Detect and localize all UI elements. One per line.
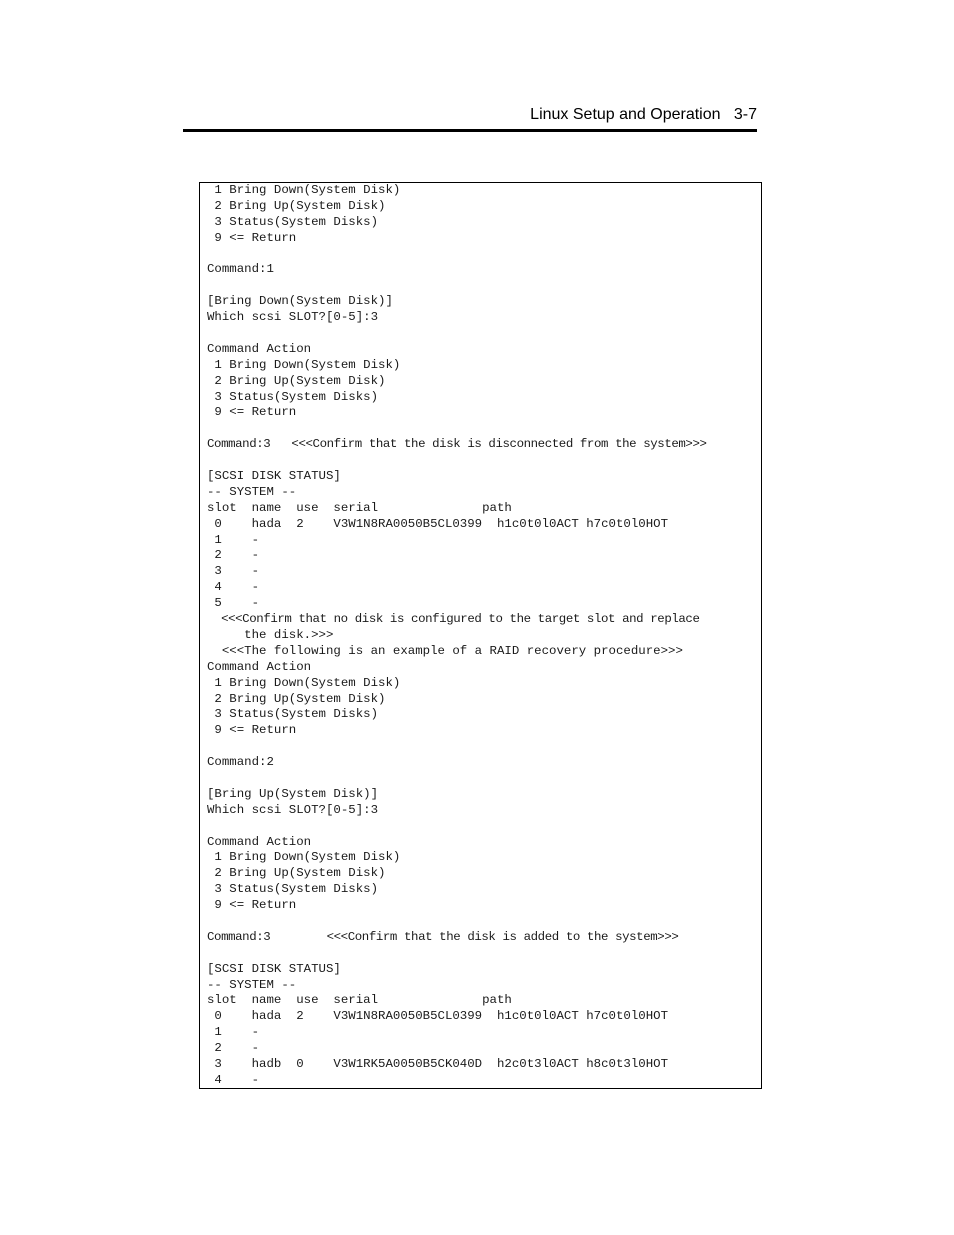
console-line: 4 - <box>207 580 260 595</box>
running-header <box>183 104 757 126</box>
console-line: 1 Bring Down(System Disk) <box>207 183 401 197</box>
console-line: slot name use serial path <box>207 500 512 515</box>
console-line: Command Action <box>207 341 312 356</box>
console-line: Command Action <box>207 834 312 849</box>
console-line: Command Action <box>207 659 312 674</box>
console-line: Command:3 <<<Confirm that the disk is disconnected from the system>>> <box>207 437 707 452</box>
console-line: 0 hada 2 V3W1N8RA0050B5CL0399 h1c0t0l0ACT h7c0t0l0HOT <box>207 516 669 531</box>
page-number: 3-7 <box>733 106 757 123</box>
header-rule <box>183 129 757 132</box>
console-line: 3 Status(System Disks) <box>207 882 379 897</box>
console-line: 9 <= Return <box>207 723 297 738</box>
console-line <box>207 914 759 930</box>
console-line: 2 Bring Up(System Disk) <box>207 866 386 881</box>
console-line: 2 Bring Up(System Disk) <box>207 373 386 388</box>
console-line: 0 hada 2 V3W1N8RA0050B5CL0399 h1c0t0l0ACT h7c0t0l0HOT <box>207 1009 669 1024</box>
console-line: 3 Status(System Disks) <box>207 707 379 722</box>
console-line: <<<Confirm that no disk is configured to the target slot and replace <box>207 612 700 627</box>
console-line: 1 Bring Down(System Disk) <box>207 850 401 865</box>
console-line <box>207 247 759 263</box>
console-line: -- SYSTEM -- <box>207 977 297 992</box>
console-line: 1 - <box>207 1025 260 1040</box>
console-line: 1 Bring Down(System Disk) <box>207 357 401 372</box>
header-title: Linux Setup and Operation <box>530 106 721 123</box>
console-line: 3 Status(System Disks) <box>207 214 379 229</box>
console-lines <box>207 183 759 1089</box>
console-line: 3 Status(System Disks) <box>207 389 379 404</box>
console-listing-box <box>199 182 762 1089</box>
console-line <box>207 819 759 835</box>
console-line: 1 Bring Down(System Disk) <box>207 675 401 690</box>
console-line: 2 - <box>207 548 260 563</box>
console-line <box>207 739 759 755</box>
console-line: slot name use serial path <box>207 993 512 1008</box>
console-line <box>207 326 759 342</box>
console-line <box>207 278 759 294</box>
console-line: -- SYSTEM -- <box>207 484 297 499</box>
console-line: [Bring Down(System Disk)] <box>207 294 393 309</box>
console-line: Command:2 <box>207 755 274 770</box>
console-line: Command:3 <<<Confirm that the disk is added to the system>>> <box>207 929 679 944</box>
console-line: Command:1 <box>207 262 274 277</box>
console-line: 9 <= Return <box>207 405 297 420</box>
console-line: 9 <= Return <box>207 898 297 913</box>
console-line: Which scsi SLOT?[0-5]:3 <box>207 310 379 325</box>
console-line: 4 - <box>207 1072 260 1087</box>
console-line: 1 - <box>207 532 260 547</box>
console-line: 2 Bring Up(System Disk) <box>207 691 386 706</box>
console-line: 2 Bring Up(System Disk) <box>207 198 386 213</box>
console-line <box>207 946 759 962</box>
console-line: [Bring Up(System Disk)] <box>207 786 379 801</box>
console-line: [SCSI DISK STATUS] <box>207 961 341 976</box>
console-line <box>207 453 759 469</box>
console-line: 5 - <box>207 596 260 611</box>
console-line <box>207 421 759 437</box>
console-line: the disk.>>> <box>207 627 334 642</box>
console-line: <<<The following is an example of a RAID recovery procedure>>> <box>207 643 683 658</box>
console-line: [SCSI DISK STATUS] <box>207 469 341 484</box>
console-line: Which scsi SLOT?[0-5]:3 <box>207 802 379 817</box>
console-line <box>207 771 759 787</box>
console-line: 9 <= Return <box>207 230 297 245</box>
console-line: 3 hadb 0 V3W1RK5A0050B5CK040D h2c0t3l0ACT h8c0t3l0HOT <box>207 1056 669 1071</box>
console-line: 2 - <box>207 1041 260 1056</box>
console-line: 3 - <box>207 564 260 579</box>
